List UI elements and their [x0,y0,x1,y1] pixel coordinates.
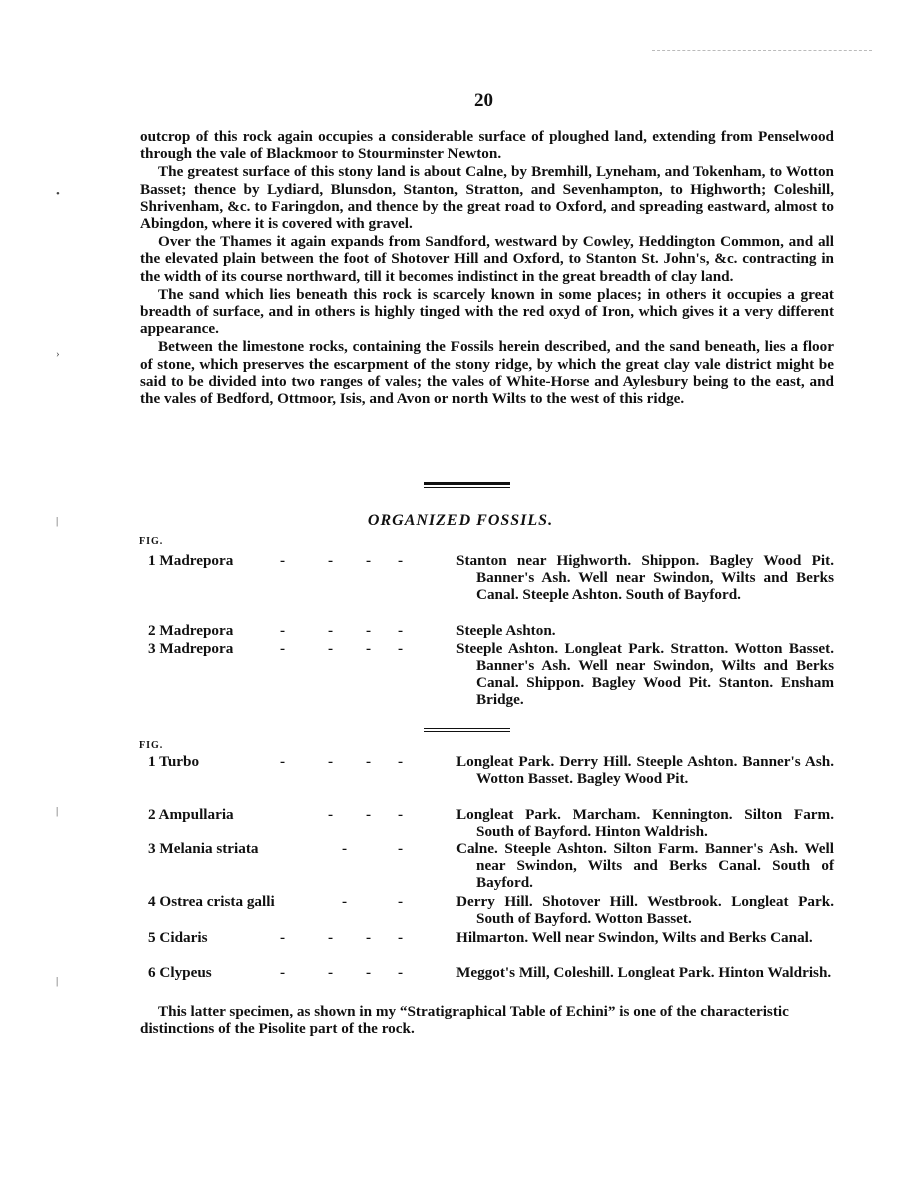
leader-dash: - [398,893,404,910]
leader-dash: - [398,753,404,770]
margin-mark: | [56,975,59,987]
footnote-paragraph: This latter specimen, as shown in my “Stratigraphical Table of Echini” is one of the characteristic distinctions of the Pisolite part of the rock. [140,1003,789,1037]
margin-mark: • [56,188,60,200]
leader-dash: - [398,622,404,639]
paragraph: Between the limestone rocks, containing the Fossils herein described, and the sand beneath, lies a floor of stone, which preserves the escarpment of the stony ridge, by which the great clay vale district might be said to be divided into two ranges of vales; the vales of White-Horse and Aylesbury being to the east, and the vales of Bedford, Ottmoor, Isis, and Avon or north Wilts to the west of this ridge. [140,338,834,408]
fossil-name: 2 Madrepora [148,622,234,639]
leader-dash: - [366,806,372,823]
leader-dash: - [342,893,348,910]
body-text [140,128,834,408]
fossil-name: 6 Clypeus [148,964,212,981]
fossil-locality: Meggot's Mill, Coleshill. Longleat Park. Hinton Waldrish. [456,964,832,981]
header-rule [652,50,872,51]
margin-mark: | [56,515,59,527]
leader-dash: - [366,929,372,946]
paragraph: The greatest surface of this stony land is about Calne, by Bremhill, Lyneham, and Tokenham, to Wotton Basset; thence by Lydiard, Blunsdon, Stanton, Stratton, and Sevenhampton, to Highworth; Coleshill, Shrivenham, &c. to Faringdon, and thence by the great road to Oxford, and spreading eastward, almost to Abingdon, where it is covered with gravel. [140,163,834,233]
fossil-locality: Derry Hill. Shotover Hill. Westbrook. Longleat Park. South of Bayford. Wotton Basset. [456,893,834,927]
section-divider [424,482,510,488]
fossil-name: 1 Madrepora [148,552,234,569]
fossil-locality: Steeple Ashton. [456,622,556,639]
leader-dash: - [366,753,372,770]
leader-dash: - [328,964,334,981]
leader-dash: - [328,640,334,657]
leader-dash: - [398,806,404,823]
leader-dash: - [398,929,404,946]
fossil-locality: Longleat Park. Derry Hill. Steeple Ashton. Banner's Ash. Wotton Basset. Bagley Wood Pit. [456,753,834,787]
leader-dash: - [328,552,334,569]
leader-dash: - [328,753,334,770]
fossil-name: 3 Madrepora [148,640,234,657]
fig-label: FIG. [139,536,164,547]
fossil-locality: Hilmarton. Well near Swindon, Wilts and Berks Canal. [456,929,813,946]
fossil-name: 5 Cidaris [148,929,208,946]
leader-dash: - [280,929,286,946]
leader-dash: - [366,640,372,657]
paragraph: The sand which lies beneath this rock is scarcely known in some places; in others it occupies a great breadth of surface, and in others is highly tinged with the red oxyd of Iron, which gives it a very different appearance. [140,285,834,338]
fig-label: FIG. [139,740,164,751]
margin-mark: | [56,805,59,817]
leader-dash: - [280,622,286,639]
section-divider [424,728,510,734]
fossil-locality: Stanton near Highworth. Shippon. Bagley Wood Pit. Banner's Ash. Well near Swindon, Wilts and Berks Canal. Steeple Ashton. South of Bayford. [456,552,834,603]
fossil-name: 1 Turbo [148,753,200,770]
leader-dash: - [328,622,334,639]
fossil-name: 2 Ampullaria [148,806,234,823]
leader-dash: - [280,964,286,981]
page-number: 20 [474,90,493,111]
section-title: ORGANIZED FOSSILS. [367,512,554,529]
fossil-locality: Calne. Steeple Ashton. Silton Farm. Banner's Ash. Well near Swindon, Wilts and Berks Canal. South of Bayford. [456,840,834,891]
paragraph: outcrop of this rock again occupies a considerable surface of ploughed land, extending from Penselwood through the vale of Blackmoor to Stourminster Newton. [140,128,834,163]
leader-dash: - [342,840,348,857]
leader-dash: - [398,840,404,857]
leader-dash: - [398,640,404,657]
leader-dash: - [366,552,372,569]
margin-mark: › [56,348,60,360]
paragraph: Over the Thames it again expands from Sandford, westward by Cowley, Heddington Common, and all the elevated plain between the foot of Shotover Hill and Oxford, to Stanton St. John's, &c. contracting in the width of its course northward, till it becomes indistinct in the great breadth of clay land. [140,233,834,285]
leader-dash: - [366,964,372,981]
leader-dash: - [280,640,286,657]
fossil-name: 4 Ostrea crista galli [148,893,275,910]
leader-dash: - [398,964,404,981]
leader-dash: - [328,929,334,946]
leader-dash: - [366,622,372,639]
fossil-locality: Steeple Ashton. Longleat Park. Stratton. Wotton Basset. Banner's Ash. Well near Swindon, Wilts and Berks Canal. Shippon. Bagley Wood Pit. Stanton. Ensham Bridge. [456,640,834,708]
leader-dash: - [398,552,404,569]
leader-dash: - [280,552,286,569]
leader-dash: - [280,753,286,770]
fossil-name: 3 Melania striata [148,840,259,857]
leader-dash: - [328,806,334,823]
fossil-locality: Longleat Park. Marcham. Kennington. Silton Farm. South of Bayford. Hinton Waldrish. [456,806,834,840]
